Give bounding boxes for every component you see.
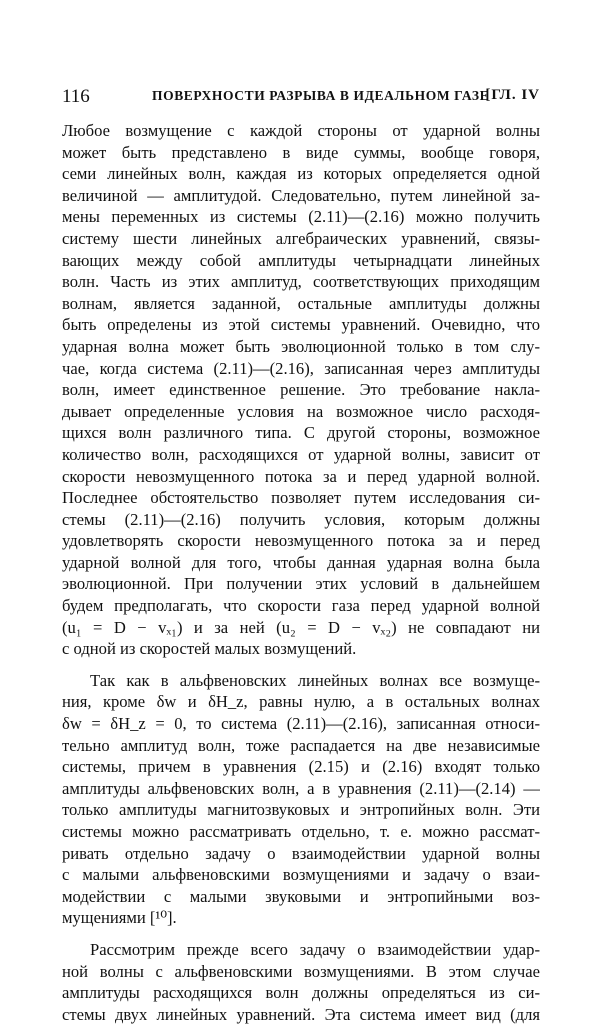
text-line: ривать отдельно задачу о взаимодействии ударной волны (62, 843, 540, 863)
text-line: δw = δH_z = 0, то система (2.11)—(2.16), записанная относи- (62, 714, 540, 734)
running-title: ПОВЕРХНОСТИ РАЗРЫВА В ИДЕАЛЬНОМ ГАЗЕ (152, 88, 490, 103)
text-line: амплитуды альфвеновских волн, а в уравнения (2.11)—(2.14) — (62, 778, 540, 798)
text-line: дывает определенные условия на возможное число расходя- (62, 401, 540, 421)
text-line: ной волны с альфвеновскими возмущениями. В этом случае (62, 961, 540, 981)
text-line: ударной волной для того, чтобы данная ударная волна была (62, 552, 540, 572)
text-line: волн. Часть из этих амплитуд, соответствующих приходящим (62, 272, 540, 292)
text-line: вающих между собой амплитуды четырнадцати линейных (62, 250, 540, 270)
text-line: величиной — амплитудой. Следовательно, путем линейной за- (62, 185, 540, 205)
text-line: будем предполагать, что скорости газа перед ударной волной (62, 596, 540, 616)
text-line: Рассмотрим прежде всего задачу о взаимодействии удар- (90, 939, 540, 959)
chapter-reference: [ГЛ. IV (485, 87, 540, 103)
text-line: с одной из скоростей малых возмущений. (62, 639, 357, 659)
text-line: системы, причем в уравнения (2.15) и (2.16) входят только (62, 757, 540, 777)
text-line: эволюционной. При получении этих условий в дальнейшем (62, 574, 540, 594)
text-line: может быть представлено в виде суммы, вообще говоря, (62, 142, 540, 162)
text-line: мущениями [¹⁰]. (62, 908, 177, 928)
text-line: скорости невозмущенного потока за и перед ударной волной. (62, 466, 540, 486)
text-line: (u₁ = D − vₓ₁) и за ней (u₂ = D − vₓ₂) не совпадают ни (62, 617, 540, 637)
text-line: стемы двух линейных уравнений. Эта система имеет вид (для (62, 1004, 540, 1024)
text-line: тельно амплитуд волн, тоже распадается на две независимые (62, 735, 540, 755)
page-header (62, 86, 540, 110)
text-line: Последнее обстоятельство позволяет путем исследования си- (62, 488, 540, 508)
text-line: щихся волн различного типа. С другой стороны, возможное (62, 423, 540, 443)
text-line: волн, имеет единственное решение. Это требование накла- (62, 380, 540, 400)
text-line: стемы (2.11)—(2.16) получить условия, которым должны (62, 509, 540, 529)
text-line: только амплитуды магнитозвуковых и энтропийных волн. Эти (62, 800, 540, 820)
text-line: чае, когда система (2.11)—(2.16), записанная через амплитуды (62, 358, 540, 378)
text-line: амплитуды расходящихся волн должны определяться из си- (62, 983, 540, 1003)
body-text (62, 120, 540, 1025)
text-line: волнам, является заданной, остальные амплитуды должны (62, 293, 540, 313)
text-line: удовлетворять скорости невозмущенного потока за и перед (62, 531, 540, 551)
text-line: модействии с малыми звуковыми и энтропийными воз- (62, 886, 540, 906)
text-line: ния, кроме δw и δH_z, равны нулю, а в остальных волнах (62, 692, 540, 712)
page-number: 116 (62, 86, 90, 107)
text-line: систему шести линейных алгебраических уравнений, связы- (62, 228, 540, 248)
text-line: быть определены из этой системы уравнений. Очевидно, что (62, 315, 540, 335)
text-line: системы можно рассматривать отдельно, т. е. можно рассмат- (62, 822, 540, 841)
text-line: мены переменных из системы (2.11)—(2.16) можно получить (62, 207, 540, 227)
text-line: с малыми альфвеновскими возмущениями и задачу о взаи- (62, 865, 540, 885)
text-line: Любое возмущение с каждой стороны от ударной волны (62, 121, 540, 140)
text-line: ударная волна может быть эволюционной только в том слу- (62, 336, 540, 356)
text-line: количество волн, расходящихся от ударной волны, зависит от (62, 444, 540, 464)
text-line: Так как в альфвеновских линейных волнах все возмуще- (90, 670, 540, 690)
text-line: семи линейных волн, каждая из которых определяется одной (62, 164, 540, 184)
